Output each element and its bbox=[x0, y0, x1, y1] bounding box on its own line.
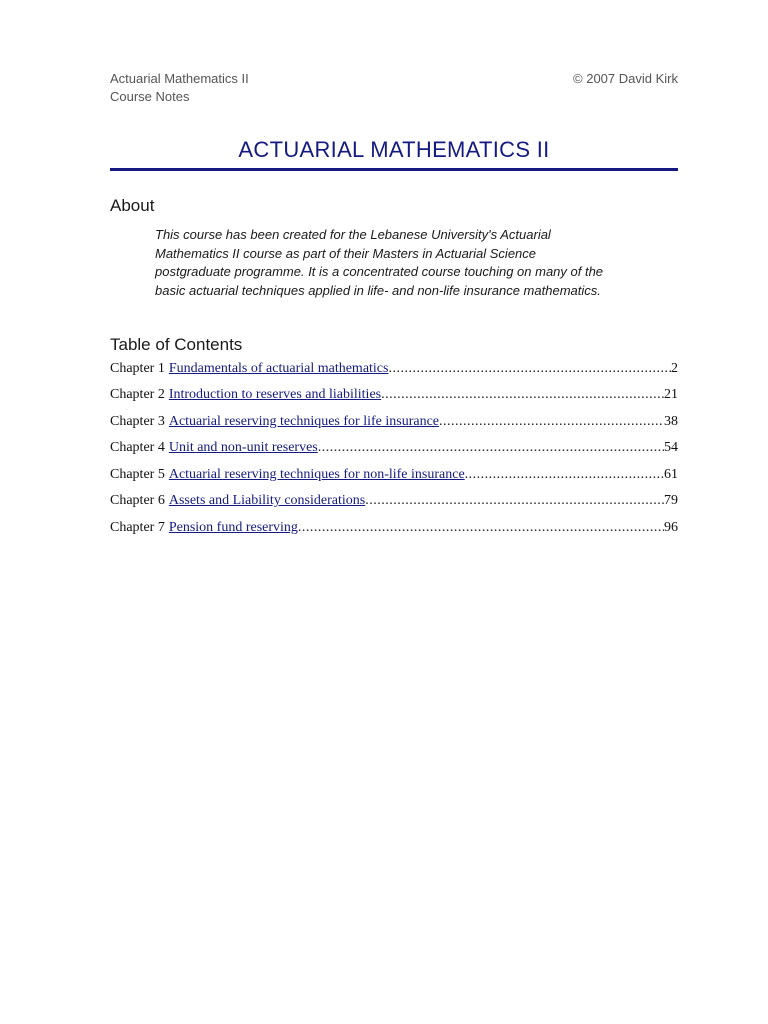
toc-row bbox=[110, 520, 678, 547]
about-heading: About bbox=[110, 196, 155, 215]
toc-row bbox=[110, 361, 678, 388]
toc-chapter-link[interactable]: Pension fund reserving bbox=[168, 519, 298, 535]
toc-page-number: 38 bbox=[664, 413, 678, 429]
toc-chapter-link[interactable]: Introduction to reserves and liabilities bbox=[168, 387, 382, 403]
toc-row bbox=[110, 493, 678, 520]
toc-row bbox=[110, 467, 678, 494]
toc-leader-dots bbox=[381, 387, 664, 403]
toc-leader-dots bbox=[465, 467, 664, 483]
toc-chapter-number: Chapter 5 bbox=[110, 466, 165, 482]
toc-chapter-link[interactable]: Actuarial reserving techniques for life insurance bbox=[168, 413, 439, 429]
toc-leader-dots bbox=[318, 440, 664, 456]
toc-page-number: 79 bbox=[664, 493, 678, 509]
toc-leader-dots bbox=[388, 361, 671, 377]
toc-chapter-number: Chapter 7 bbox=[110, 519, 165, 535]
toc-chapter-number: Chapter 1 bbox=[110, 360, 165, 376]
toc-chapter-number: Chapter 6 bbox=[110, 493, 165, 509]
toc-chapter-number: Chapter 2 bbox=[110, 387, 165, 403]
document-page bbox=[110, 70, 678, 546]
toc-page-number: 96 bbox=[664, 519, 678, 535]
toc-page-number: 54 bbox=[664, 440, 678, 456]
toc-page-number: 21 bbox=[664, 387, 678, 403]
header-copyright: © 2007 David Kirk bbox=[573, 71, 678, 86]
toc-leader-dots bbox=[439, 414, 664, 430]
page-header bbox=[110, 70, 678, 110]
toc-chapter-link[interactable]: Fundamentals of actuarial mathematics bbox=[168, 360, 389, 376]
toc-row bbox=[110, 387, 678, 414]
header-course-notes: Course Notes bbox=[110, 89, 190, 104]
toc-chapter-link[interactable]: Unit and non-unit reserves bbox=[168, 440, 318, 456]
toc-row bbox=[110, 414, 678, 441]
toc-row bbox=[110, 440, 678, 467]
toc-leader-dots bbox=[365, 493, 664, 509]
toc-chapter-link[interactable]: Assets and Liability considerations bbox=[168, 493, 366, 509]
toc-chapter-number: Chapter 3 bbox=[110, 413, 165, 429]
toc-chapter-link[interactable]: Actuarial reserving techniques for non-life insurance bbox=[168, 466, 465, 482]
header-course-title: Actuarial Mathematics II bbox=[110, 71, 249, 86]
title-underline-rule bbox=[110, 168, 678, 171]
toc-page-number: 61 bbox=[664, 466, 678, 482]
table-of-contents bbox=[110, 361, 678, 547]
document-title: ACTUARIAL MATHEMATICS II bbox=[238, 137, 550, 162]
toc-page-number: 2 bbox=[671, 360, 678, 376]
toc-leader-dots bbox=[298, 520, 664, 536]
about-paragraph: This course has been created for the Lebanese University's Actuarial Mathematics II course as part of their Masters in Actuarial Science postgraduate programme. It is a concentrated course touching on many of the basic actuarial techniques applied in life- and non-life insurance mathematics. bbox=[155, 227, 604, 299]
header-left bbox=[110, 70, 249, 106]
toc-heading: Table of Contents bbox=[110, 334, 243, 354]
toc-chapter-number: Chapter 4 bbox=[110, 440, 165, 456]
